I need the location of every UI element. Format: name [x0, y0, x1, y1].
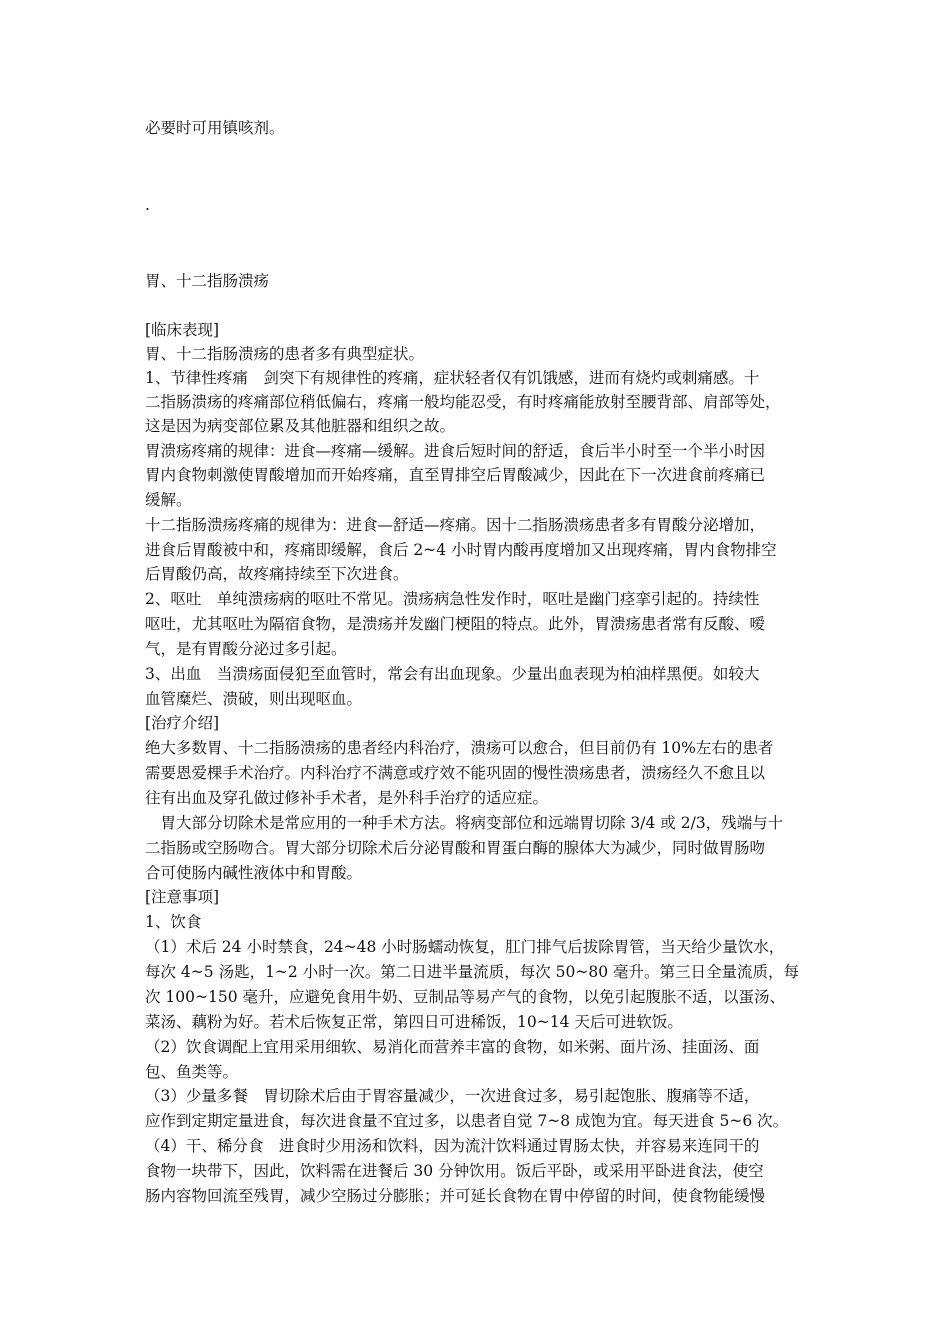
text-line: 菜汤、藕粉为好。若术后恢复正常，第四日可进稀饭，10~14 天后可进软饭。: [145, 1013, 683, 1031]
text-line: 每次 4~5 汤匙，1~2 小时一次。第二日进半量流质，每次 50~80 毫升。第三日全量流质，每: [145, 963, 799, 981]
section-title: 胃、十二指肠溃疡: [145, 272, 270, 290]
text-line: 需要恩爱棵手术治疗。内科治疗不满意或疗效不能巩固的慢性溃疡患者，溃疡经久不愈且以: [145, 764, 766, 782]
text-line: 3、出血 当溃疡面侵犯至血管时，常会有出血现象。少量出血表现为柏油样黑便。如较大: [145, 665, 760, 683]
text-line: 包、鱼类等。: [145, 1063, 239, 1081]
text-line: 后胃酸仍高，故疼痛持续至下次进食。: [145, 565, 409, 583]
text-line: 这是因为病变部位累及其他脏器和组织之故。: [145, 417, 456, 435]
text-line: 肠内容物回流至残胃，减少空肠过分膨胀；并可延长食物在胃中停留的时间，使食物能缓慢: [145, 1187, 766, 1205]
text-line: 胃、十二指肠溃疡的患者多有典型症状。: [145, 345, 425, 363]
text-line: 往有出血及穿孔做过修补手术者，是外科手治疗的适应症。: [145, 789, 549, 807]
text-line: 进食后胃酸被中和，疼痛即缓解，食后 2~4 小时胃内酸再度增加又出现疼痛，胃内食物排空: [145, 541, 777, 559]
text-line: 1、节律性疼痛 剑突下有规律性的疼痛，症状轻者仅有饥饿感，进而有烧灼或刺痛感。十: [145, 369, 760, 387]
text-line: 食物一块带下，因此，饮料需在进餐后 30 分钟饮用。饭后平卧，或采用平卧进食法，使空: [145, 1162, 764, 1180]
text-line: 胃大部分切除术是常应用的一种手术方法。将病变部位和远端胃切除 3/4 或 2/3，残端与十: [145, 814, 784, 832]
text-line: 气，是有胃酸分泌过多引起。: [145, 640, 347, 658]
text-line: 1、饮食: [145, 913, 202, 931]
text-line: （1）术后 24 小时禁食，24~48 小时肠蠕动恢复，肛门排气后拔除胃管，当天给少量饮水，: [145, 938, 785, 956]
text-line: 次 100~150 毫升，应避免食用牛奶、豆制品等易产气的食物，以免引起腹胀不适，以蛋汤、: [145, 988, 786, 1006]
text-line: 十二指肠溃疡疼痛的规律为：进食—舒适—疼痛。因十二指肠溃疡患者多有胃酸分泌增加，: [145, 516, 766, 534]
text-line: 应作到定期定量进食，每次进食量不宜过多，以患者自觉 7~8 成饱为宜。每天进食 5~6 次。: [145, 1112, 789, 1130]
section-heading: [临床表现]: [145, 321, 220, 339]
section-heading: [治疗介绍]: [145, 714, 220, 732]
text-line: （2）饮食调配上宜用采用细软、易消化而营养丰富的食物，如米粥、面片汤、挂面汤、面: [145, 1038, 760, 1056]
section-heading: [注意事项]: [145, 888, 220, 906]
text-line: 绝大多数胃、十二指肠溃疡的患者经内科治疗，溃疡可以愈合，但目前仍有 10%左右的患者: [145, 739, 774, 757]
text-line: 二指肠或空肠吻合。胃大部分切除术后分泌胃酸和胃蛋白酶的腺体大为减少，同时做胃肠吻: [145, 839, 766, 857]
text-line: 2、呕吐 单纯溃疡病的呕吐不常见。溃疡病急性发作时，呕吐是幽门痉挛引起的。持续性: [145, 590, 760, 608]
text-line: 呕吐，尤其呕吐为隔宿食物，是溃疡并发幽门梗阻的特点。此外，胃溃疡患者常有反酸、嗳: [145, 615, 766, 633]
text-line: （3）少量多餐 胃切除术后由于胃容量减少，一次进食过多，易引起饱胀、腹痛等不适，: [145, 1087, 760, 1105]
text-line: 二指肠溃疡的疼痛部位稍低偏右，疼痛一般均能忍受，有时疼痛能放射至腰背部、肩部等处，: [145, 393, 781, 411]
text-line: （4）干、稀分食 进食时少用汤和饮料，因为流汁饮料通过胃肠太快，并容易来连同干的: [145, 1137, 760, 1155]
text-line: .: [145, 196, 150, 214]
text-line: 胃内食物刺激使胃酸增加而开始疼痛，直至胃排空后胃酸减少，因此在下一次进食前疼痛已: [145, 466, 766, 484]
text-line: 血管糜烂、溃破，则出现呕血。: [145, 690, 363, 708]
text-line: 合可使肠内碱性液体中和胃酸。: [145, 864, 363, 882]
text-line: 胃溃疡疼痛的规律：进食—疼痛—缓解。进食后短时间的舒适，食后半小时至一个半小时因: [145, 442, 766, 460]
text-line: 必要时可用镇咳剂。: [145, 119, 285, 137]
text-line: 缓解。: [145, 491, 192, 509]
